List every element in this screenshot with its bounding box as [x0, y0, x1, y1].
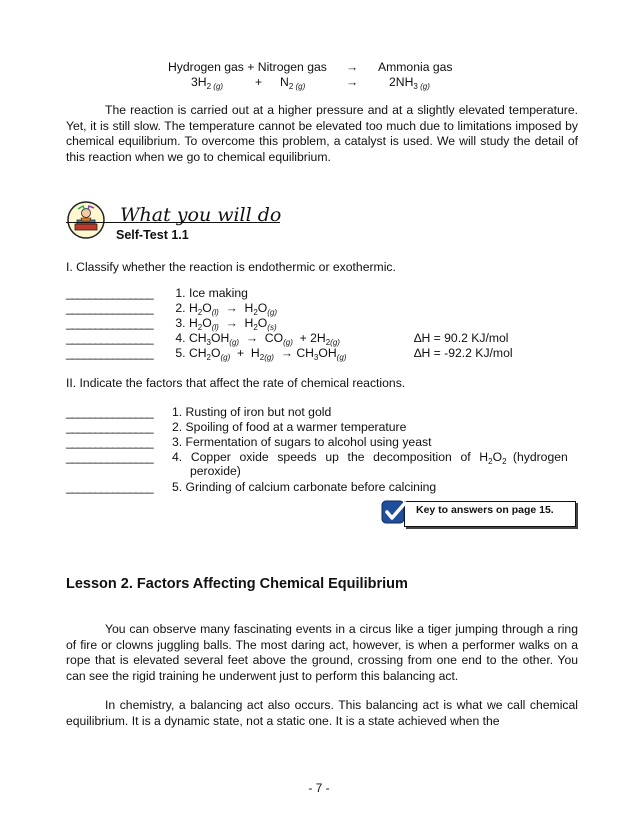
lesson-paragraph-1: You can observe many fascinating events in a circus like a tiger jumping through a ring of fire or clowns juggling balls. The most daring act, however, is when a performer walks on a rope that is elevated several feet above the ground, crossing from one end to the other. You can see the rigid training he underwent just to perform this balancing act.: [66, 622, 578, 683]
answer-key-box[interactable]: [380, 498, 576, 526]
student-with-books-icon: [66, 200, 106, 240]
answer-blank[interactable]: _______________: [66, 331, 153, 345]
h2-formula: $3H_{2 (g)}$: [191, 75, 224, 91]
part2-item-3: _______________ 3. Fermentation of sugars to alcohol using yeast: [66, 435, 432, 449]
word-equation-left: Hydrogen gas + Nitrogen gas: [168, 60, 327, 74]
section-divider: [66, 222, 280, 223]
lesson-title: Lesson 2. Factors Affecting Chemical Equilibrium: [66, 576, 408, 592]
part1-item-4: _______________ 4. $CH_3OH_{(g)} \to CO_{(g)} + 2H_{2(g)}$: [66, 331, 340, 347]
delta-h-4: ∆H = 90.2 KJ/mol: [414, 331, 509, 345]
answer-blank[interactable]: _______________: [66, 405, 153, 419]
part1-item-3: _______________ 3. $H_2O_{(l)} \to H_2O_{(s)}$: [66, 316, 277, 332]
answer-blank[interactable]: _______________: [66, 435, 153, 449]
intro-paragraph: The reaction is carried out at a higher pressure and at a slightly elevated temperature. Yet, it is still slow. The temperature cannot be elevated too much due to limitations imposed by chemical equilibrium. To overcome this problem, a catalyst is used. We will study the detail of this reaction when we go to chemical equilibrium.: [66, 103, 578, 164]
part1-item-5: _______________ 5. $CH_2O_{(g)} + H_{2(g)} \to CH_3OH_{(g)}$: [66, 346, 347, 362]
part2-item-1: _______________ 1. Rusting of iron but not gold: [66, 405, 332, 419]
answer-blank[interactable]: _______________: [66, 286, 153, 300]
plus-sign: +: [255, 75, 263, 89]
part1-instruction: I. Classify whether the reaction is endothermic or exothermic.: [66, 260, 396, 274]
part2-item-2: _______________ 2. Spoiling of food at a warmer temperature: [66, 420, 407, 434]
part2-item-4: _______________ 4. Copper oxide speeds up the decomposition of $H_2O_2$ (hydrogen: [66, 450, 568, 466]
n2-formula: $N_{2 (g)}$: [280, 75, 306, 91]
answer-blank[interactable]: _______________: [66, 420, 153, 434]
answer-key-text: Key to answers on page 15.: [416, 504, 554, 516]
answer-blank[interactable]: _______________: [66, 301, 153, 315]
checkmark-icon: [380, 498, 410, 528]
symbol-equation: [191, 75, 223, 94]
answer-blank[interactable]: _______________: [66, 346, 153, 360]
answer-blank[interactable]: _______________: [66, 480, 153, 494]
answer-blank[interactable]: _______________: [66, 316, 153, 330]
nh3-formula: $2NH_{3 (g)}$: [389, 75, 430, 91]
part1-item-2: _______________ 2. $H_2O_{(l)} \to H_2O_{(g)}$: [66, 301, 278, 317]
section-title: What you will do: [120, 204, 282, 226]
part2-item-5: _______________ 5. Grinding of calcium carbonate before calcining: [66, 480, 437, 494]
page-number: - 7 -: [308, 781, 330, 795]
delta-h-5: ∆H = -92.2 KJ/mol: [414, 346, 513, 360]
symbol-arrow: →: [346, 75, 359, 89]
part1-item-1: _______________ 1. Ice making: [66, 286, 248, 300]
part2-item-4-continued: peroxide): [190, 464, 241, 478]
lesson-paragraph-2: In chemistry, a balancing act also occurs. This balancing act is what we call chemical equilibrium. It is a dynamic state, not a static one. It is a state achieved when the: [66, 698, 578, 728]
part2-instruction: II. Indicate the factors that affect the rate of chemical reactions.: [66, 376, 406, 390]
word-equation-right: Ammonia gas: [378, 60, 453, 74]
word-equation-arrow: →: [346, 60, 359, 74]
section-subtitle: Self-Test 1.1: [116, 228, 189, 242]
answer-blank[interactable]: _______________: [66, 450, 153, 464]
